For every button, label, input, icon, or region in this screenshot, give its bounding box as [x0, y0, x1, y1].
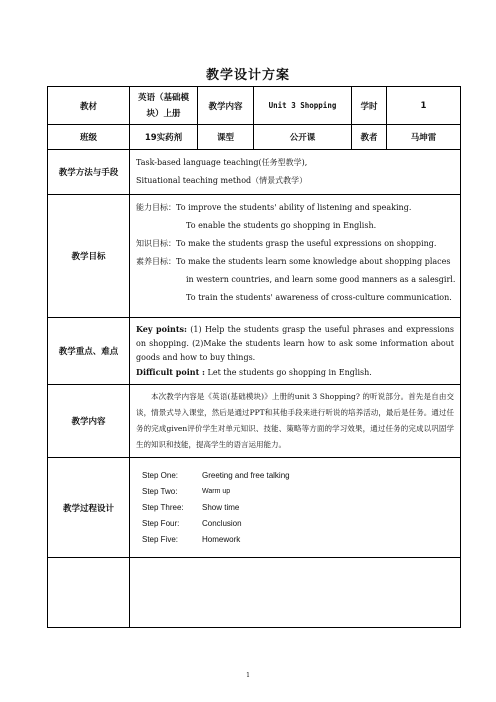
knowledge-goal-line	[136, 235, 454, 253]
method-line: Task-based language teaching(任务型教学),	[136, 158, 308, 167]
blank-cell	[48, 558, 130, 628]
row-material	[48, 87, 461, 125]
difficult-point-label: Difficult point :	[136, 367, 206, 377]
key-points-label: Key points:	[136, 324, 187, 334]
step-desc: Show time	[202, 502, 240, 512]
ability-text: To improve the students' ability of listening and speaking.	[176, 203, 412, 212]
knowledge-prefix: 知识目标：	[136, 239, 176, 248]
quality-goal-line: To train the students' awareness of cross-culture communication.	[186, 293, 452, 302]
class-value: 19实药剂	[130, 125, 198, 150]
ability-prefix: 能力目标：	[136, 203, 176, 212]
quality-goal-line: in western countries, and learn some good manners as a salesgirl.	[186, 275, 456, 284]
ability-goal-line: To enable the students go shopping in English.	[186, 221, 377, 230]
label-hours: 学时	[352, 87, 387, 125]
label-material: 教材	[48, 87, 130, 125]
label-type: 课型	[198, 125, 254, 150]
goals-cell	[130, 195, 461, 318]
row-goals	[48, 195, 461, 318]
key-points-cell	[130, 318, 461, 385]
label-teacher: 教者	[352, 125, 387, 150]
material-value: 英语（基础模块）上册	[130, 87, 198, 125]
step-desc: Greeting and free talking	[202, 470, 290, 480]
knowledge-text: To make the students grasp the useful expressions on shopping.	[176, 239, 437, 248]
key-points-text: (1) Help the students grasp the useful phrases and expressions on shopping. (2)Make the students learn how to ask some information about goods and how to buy things.	[136, 325, 454, 362]
step-row	[142, 500, 448, 516]
label-class: 班级	[48, 125, 130, 150]
type-value: 公开课	[254, 125, 352, 150]
page-title: 教学设计方案	[205, 68, 290, 83]
key-points-paragraph	[136, 322, 454, 365]
teacher-value: 马坤雷	[387, 125, 461, 150]
difficult-point-paragraph	[136, 365, 454, 380]
label-key-points: 教学重点、难点	[48, 318, 130, 385]
quality-prefix: 素养目标：	[136, 257, 176, 266]
step-label: Step Two:	[142, 486, 178, 496]
step-desc: Homework	[202, 534, 241, 544]
content-value: Unit 3 Shopping	[254, 87, 352, 125]
label-content: 教学内容	[198, 87, 254, 125]
blank-cell	[130, 558, 461, 628]
row-methods	[48, 150, 461, 195]
label-goals: 教学目标	[48, 195, 130, 318]
page-number: 1	[246, 672, 250, 679]
label-content-section: 教学内容	[48, 385, 130, 458]
label-methods: 教学方法与手段	[48, 150, 130, 195]
row-content	[48, 385, 461, 458]
quality-text: To make the students learn some knowledge about shopping places	[176, 257, 451, 266]
step-row	[142, 516, 448, 532]
label-process: 教学过程设计	[48, 458, 130, 558]
step-label: Step Five:	[142, 534, 179, 544]
method-line: Situational teaching method（情景式教学）	[136, 176, 308, 185]
step-label: Step Four:	[142, 518, 180, 528]
row-blank	[48, 558, 461, 628]
methods-cell	[130, 150, 461, 195]
content-text: 本次教学内容是《英语(基础模块)》上册的unit 3 Shopping? 的听说部分。首先是自由交谈，情景式导入课堂，然后是通过PPT和其他手段来进行听说的培养活动，最后是任务。通过任务的完成given评价学生对单元知识、技能、策略等方面的学习效果，通过任务的完成以巩固学生的知识和技能，提高学生的语言运用能力。	[130, 385, 461, 458]
row-process	[48, 458, 461, 558]
step-row	[142, 468, 448, 484]
row-class	[48, 125, 461, 150]
step-desc: Conclusion	[202, 518, 242, 528]
row-key-points	[48, 318, 461, 385]
difficult-point-text: Let the students go shopping in English.	[205, 368, 372, 377]
hours-value: 1	[387, 87, 461, 125]
process-steps-cell	[130, 458, 461, 558]
step-label: Step Three:	[142, 502, 184, 512]
quality-goal-line	[136, 253, 454, 271]
step-desc: Warm up	[202, 487, 231, 495]
step-row	[142, 532, 448, 548]
ability-goal-line	[136, 199, 454, 217]
lesson-plan-table	[47, 86, 461, 628]
step-label: Step One:	[142, 470, 179, 480]
step-row	[142, 484, 448, 500]
